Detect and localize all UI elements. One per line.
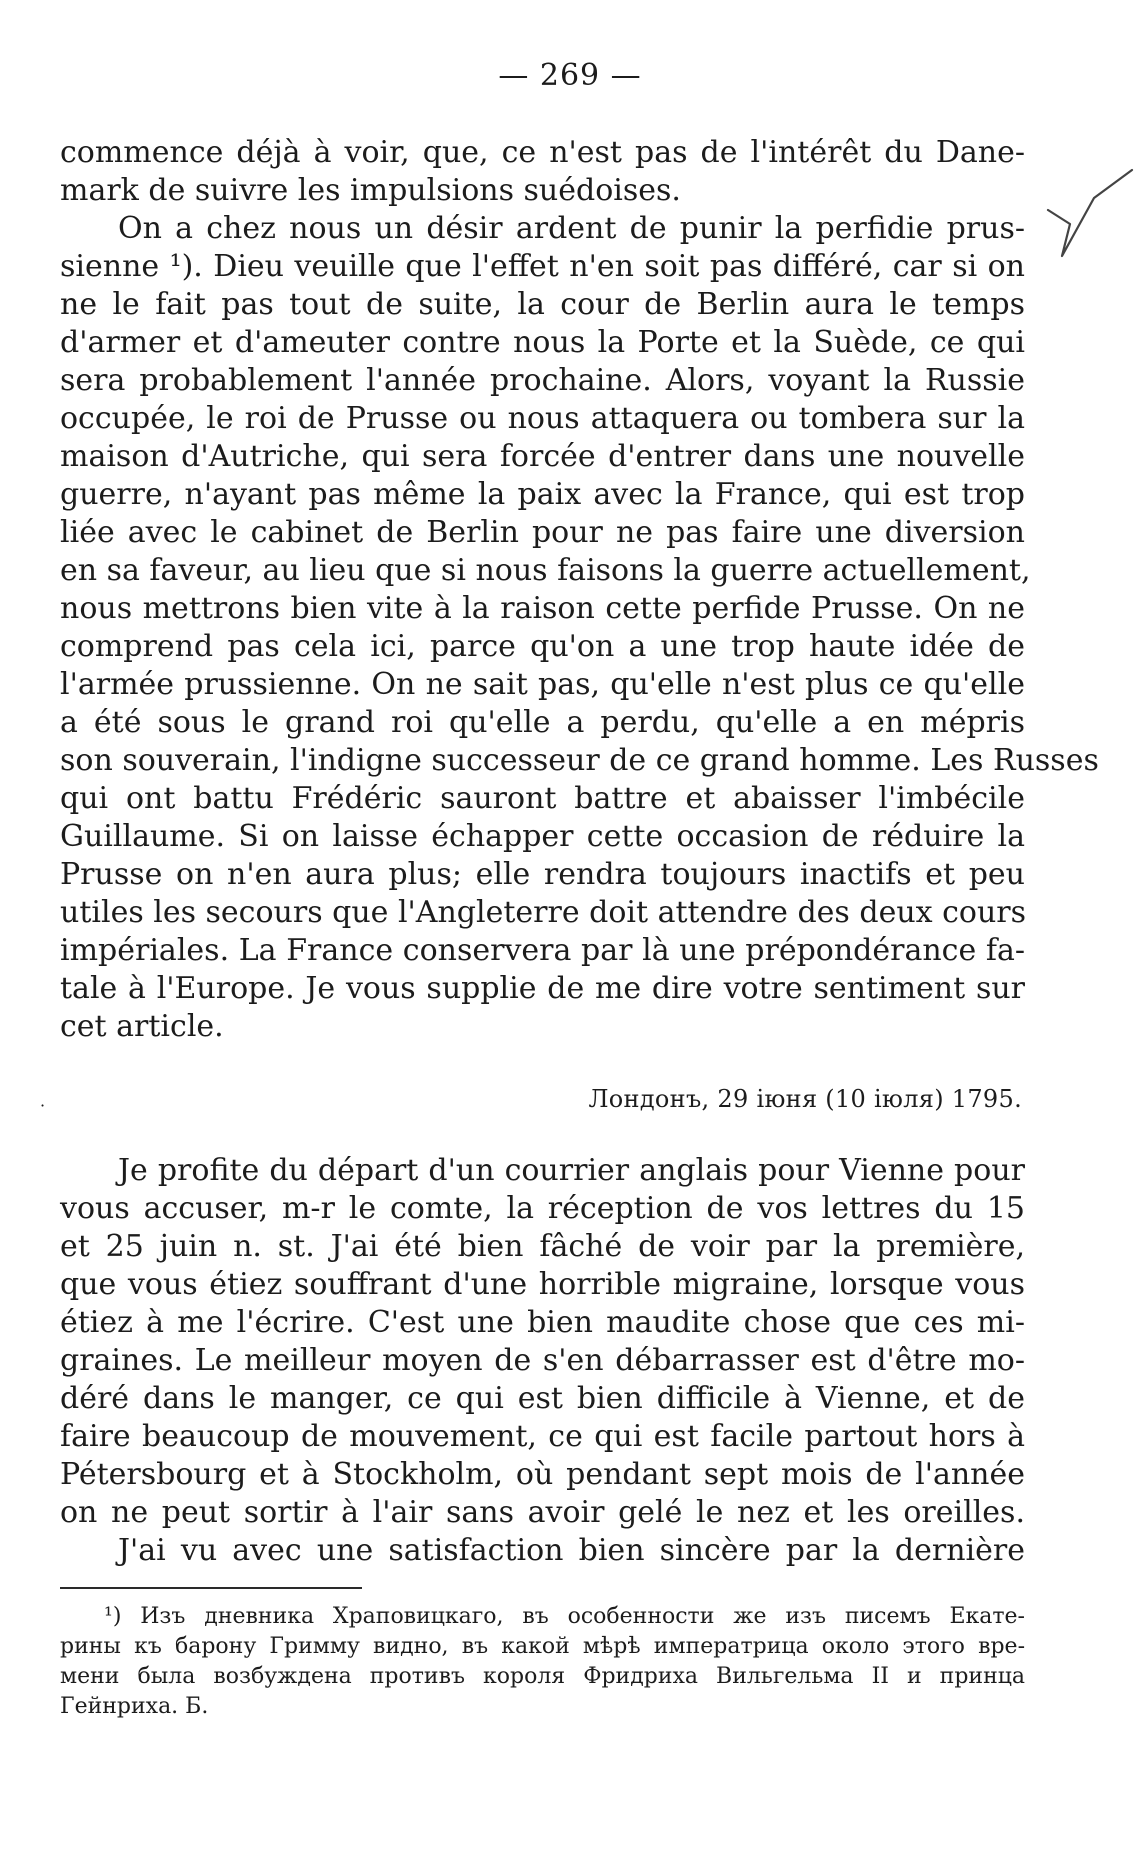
text-line: que vous étiez souffrant d'une horrible migraine, lorsque vous bbox=[60, 1267, 1025, 1302]
text-line: faire beaucoup de mouvement, ce qui est facile partout hors à bbox=[60, 1419, 1025, 1454]
text-line: sera probablement l'année prochaine. Alors, voyant la Russie bbox=[60, 363, 1025, 398]
text-line: on ne peut sortir à l'air sans avoir gelé le nez et les oreilles. bbox=[60, 1495, 1025, 1530]
text-line: comprend pas cela ici, parce qu'on a une trop haute idée de bbox=[60, 629, 1025, 664]
text-line: étiez à me l'écrire. C'est une bien maudite chose que ces mi- bbox=[60, 1305, 1025, 1340]
text-line: mark de suivre les impulsions suédoises. bbox=[60, 173, 681, 208]
text-line: d'armer et d'ameuter contre nous la Porte et la Suède, ce qui bbox=[60, 325, 1025, 360]
text-line: occupée, le roi de Prusse ou nous attaquera ou tombera sur la bbox=[60, 401, 1025, 436]
text-line: impériales. La France conservera par là une prépondérance fa- bbox=[60, 933, 1025, 968]
text-line: déré dans le manger, ce qui est bien difficile à Vienne, et de bbox=[60, 1381, 1025, 1416]
text-line: Je profite du départ d'un courrier anglais pour Vienne pour bbox=[118, 1153, 1025, 1188]
text-line: sienne ¹). Dieu veuille que l'effet n'en soit pas différé, car si on bbox=[60, 249, 1025, 284]
text-line: utiles les secours que l'Angleterre doit attendre des deux cours bbox=[60, 895, 1027, 930]
checkmark-icon bbox=[1040, 168, 1140, 288]
text-line: a été sous le grand roi qu'elle a perdu, qu'elle a en mépris bbox=[60, 705, 1025, 740]
footnote bbox=[60, 1602, 1025, 1722]
text-line: J'ai vu avec une satisfaction bien sincère par la dernière bbox=[118, 1533, 1025, 1568]
letter-body-1 bbox=[60, 134, 1099, 1046]
text-line: Prusse on n'en aura plus; elle rendra toujours inactifs et peu bbox=[60, 857, 1025, 892]
text-line: maison d'Autriche, qui sera forcée d'entrer dans une nouvelle bbox=[60, 439, 1025, 474]
stray-mark: · bbox=[40, 1096, 46, 1115]
text-line: son souverain, l'indigne successeur de ce grand homme. Les Russes bbox=[60, 743, 1099, 778]
text-line: vous accuser, m-r le comte, la réception de vos lettres du 15 bbox=[60, 1191, 1025, 1226]
footnote-line: Гейнриха. Б. bbox=[60, 1694, 209, 1719]
text-line: tale à l'Europe. Je vous supplie de me dire votre sentiment sur bbox=[60, 971, 1025, 1006]
footnote-divider bbox=[60, 1587, 362, 1589]
text-line: l'armée prussienne. On ne sait pas, qu'elle n'est plus ce qu'elle bbox=[60, 667, 1025, 702]
text-line: Pétersbourg et à Stockholm, où pendant sept mois de l'année bbox=[60, 1457, 1025, 1492]
text-line: et 25 juin n. st. J'ai été bien fâché de voir par la première, bbox=[60, 1229, 1025, 1264]
page-number: — 269 — bbox=[498, 58, 642, 93]
text-line: nous mettrons bien vite à la raison cette perfide Prusse. On ne bbox=[60, 591, 1025, 626]
footnote-line: мени была возбуждена противъ короля Фридриха Вильгельма II и принца bbox=[60, 1664, 1025, 1689]
text-line: commence déjà à voir, que, ce n'est pas de l'intérêt du Dane- bbox=[60, 135, 1025, 170]
footnote-line: рины къ барону Гримму видно, въ какой мѣрѣ императрица около этого вре- bbox=[60, 1634, 1025, 1659]
text-line: On a chez nous un désir ardent de punir la perfidie prus- bbox=[118, 211, 1025, 246]
text-line: guerre, n'ayant pas même la paix avec la France, qui est trop bbox=[60, 477, 1025, 512]
text-line: graines. Le meilleur moyen de s'en débarrasser est d'être mo- bbox=[60, 1343, 1025, 1378]
text-line: cet article. bbox=[60, 1009, 224, 1044]
text-line: en sa faveur, au lieu que si nous faisons la guerre actuellement, bbox=[60, 553, 1031, 588]
letter-body-2 bbox=[60, 1152, 1025, 1570]
footnote-line: ¹) Изъ дневника Храповицкаго, въ особенности же изъ писемъ Екате- bbox=[104, 1604, 1025, 1629]
text-line: qui ont battu Frédéric sauront battre et abaisser l'imbécile bbox=[60, 781, 1025, 816]
text-line: ne le fait pas tout de suite, la cour de Berlin aura le temps bbox=[60, 287, 1025, 322]
text-line: liée avec le cabinet de Berlin pour ne pas faire une diversion bbox=[60, 515, 1025, 550]
letter-dateline: Лондонъ, 29 іюня (10 іюля) 1795. bbox=[588, 1085, 1022, 1113]
text-line: Guillaume. Si on laisse échapper cette occasion de réduire la bbox=[60, 819, 1025, 854]
